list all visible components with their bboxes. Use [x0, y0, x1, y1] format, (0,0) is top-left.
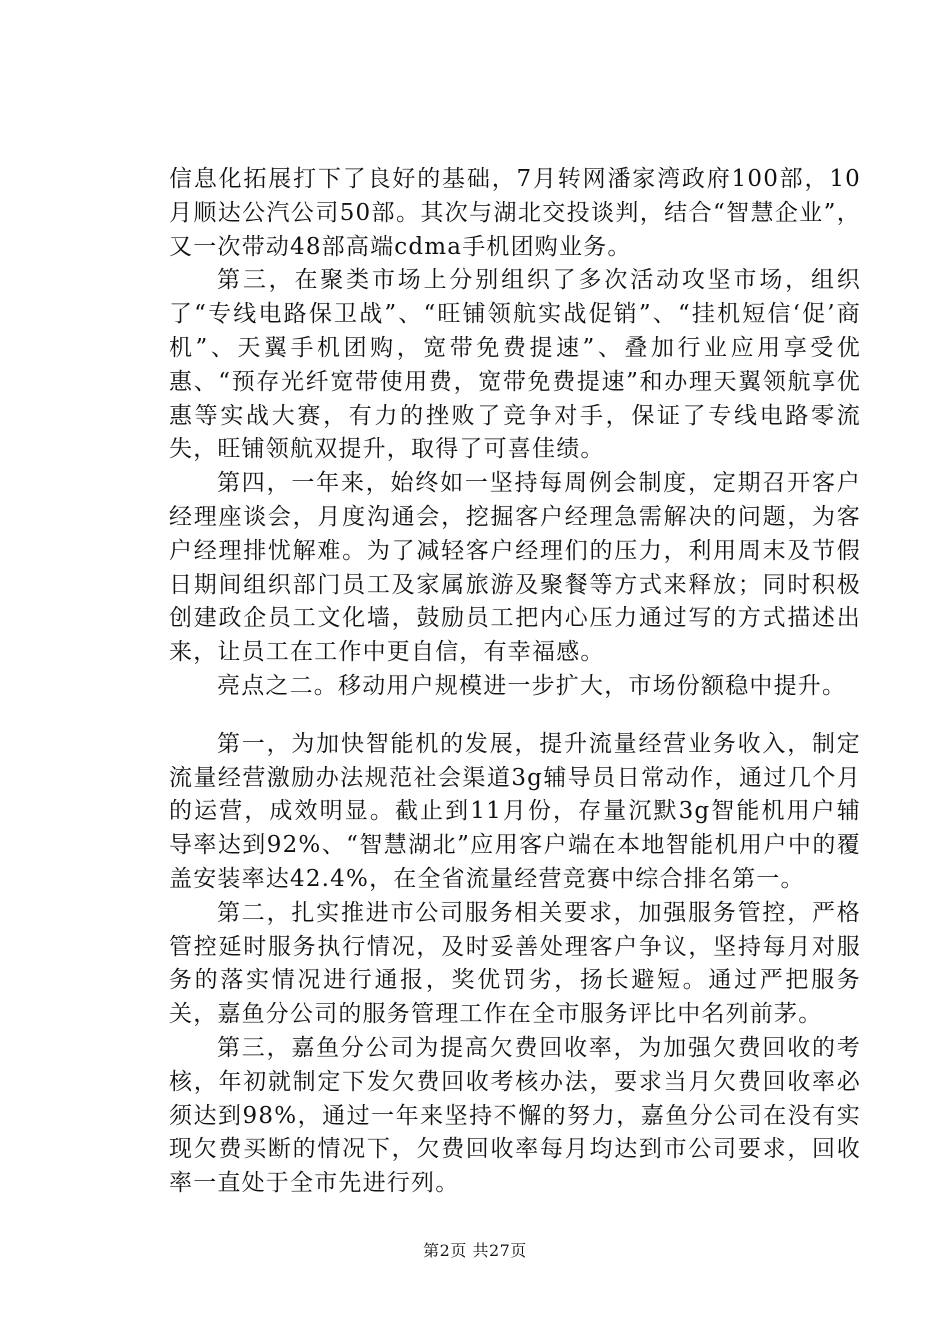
paragraph-fourth-point: 第四，一年来，始终如一坚持每周例会制度，定期召开客户经理座谈会，月度沟通会，挖掘客户经理急需解决的问题，为客户经理排忧解难。为了减轻客户经理们的压力，利用周末及节假日期间组织部门员工及家属旅游及聚餐等方式来释放；同时积极创建政企员工文化墙，鼓励员工把内心压力通过写的方式描述出来，让员工在工作中更自信，有幸福感。	[169, 470, 861, 666]
paragraph-spacer	[169, 704, 861, 728]
paragraph-third-point-arrears: 第三，嘉鱼分公司为提高欠费回收率，为加强欠费回收的考核，年初就制定下发欠费回收考核办法，要求当月欠费回收率必须达到98%，通过一年来坚持不懈的努力，嘉鱼分公司在没有实现欠费买断的情况下，欠费回收率每月均达到市公司要求，回收率一直处于全市先进行列。	[169, 1034, 861, 1197]
paragraph-continuation: 信息化拓展打下了良好的基础，7月转网潘家湾政府100部，10月顺达公汽公司50部。其次与湖北交投谈判，结合“智慧企业”，又一次带动48部高端cdma手机团购业务。	[169, 166, 861, 260]
page-footer: 第2页 共27页	[423, 1241, 527, 1260]
paragraph-first-point: 第一，为加快智能机的发展，提升流量经营业务收入，制定流量经营激励办法规范社会渠道3g辅导员日常动作，通过几个月的运营，成效明显。截止到11月份，存量沉默3g智能机用户辅导率达到92%、“智慧湖北”应用客户端在本地智能机用户中的覆盖安装率达42.4%，在全省流量经营竞赛中综合排名第一。	[169, 730, 861, 892]
section-heading-highlight-two: 亮点之二。移动用户规模进一步扩大，市场份额稳中提升。	[217, 672, 847, 699]
document-body	[169, 163, 861, 1201]
paragraph-second-point: 第二，扎实推进市公司服务相关要求，加强服务管控，严格管控延时服务执行情况，及时妥善处理客户争议，坚持每月对服务的落实情况进行通报，奖优罚劣，扬长避短。通过严把服务关，嘉鱼分公司的服务管理工作在全市服务评比中名列前茅。	[169, 899, 861, 1028]
paragraph-third-point: 第三，在聚类市场上分别组织了多次活动攻坚市场，组织了“专线电路保卫战”、“旺铺领航实战促销”、“挂机短信‘促’商机”、天翼手机团购，宽带免费提速”、叠加行业应用享受优惠、“预存光纤宽带使用费，宽带免费提速”和办理天翼领航享优惠等实战大赛，有力的挫败了竞争对手，保证了专线电路零流失，旺铺领航双提升，取得了可喜佳绩。	[169, 267, 861, 463]
